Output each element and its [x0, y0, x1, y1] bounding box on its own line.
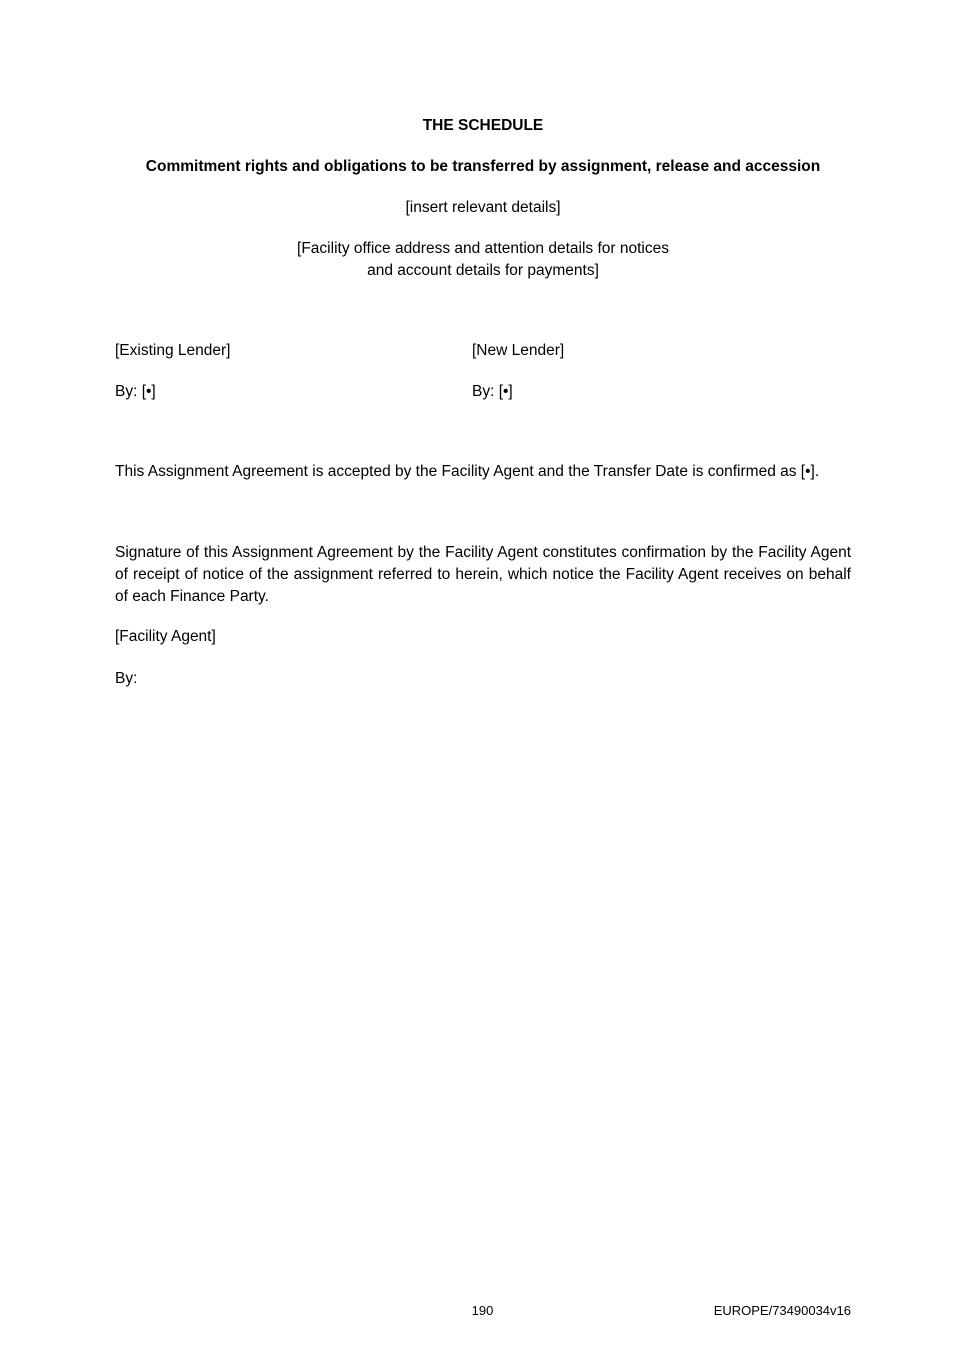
document-reference: EUROPE/73490034v16	[713, 1303, 851, 1318]
insert-details-text: [insert relevant details]	[405, 199, 561, 216]
facility-office-line-1: [Facility office address and attention details for notices	[297, 240, 669, 257]
new-lender-block	[472, 340, 832, 403]
schedule-heading: THE SCHEDULE	[422, 117, 544, 134]
facility-office-line-2: and account details for payments]	[367, 262, 599, 279]
existing-lender-signature: By: [•]	[115, 383, 156, 400]
existing-lender-name: [Existing Lender]	[115, 342, 231, 359]
facility-agent-name: [Facility Agent]	[115, 628, 216, 645]
facility-office-details	[115, 238, 851, 282]
new-lender-signature: By: [•]	[472, 383, 513, 400]
existing-lender-block	[115, 340, 455, 403]
signature-paragraph: Signature of this Assignment Agreement by the Facility Agent constitutes confirmation by the Facility Agent of receipt of notice of the assignment referred to herein, which notice the Facility Agent receives on behalf of each Finance Party.	[115, 544, 851, 605]
facility-agent-signature: By:	[115, 670, 138, 687]
acceptance-paragraph: This Assignment Agreement is accepted by the Facility Agent and the Transfer Date is confirmed as [•].	[115, 463, 820, 480]
page-number: 190	[471, 1303, 494, 1318]
new-lender-name: [New Lender]	[472, 342, 565, 359]
schedule-subheading: Commitment rights and obligations to be transferred by assignment, release and accession	[145, 158, 821, 175]
